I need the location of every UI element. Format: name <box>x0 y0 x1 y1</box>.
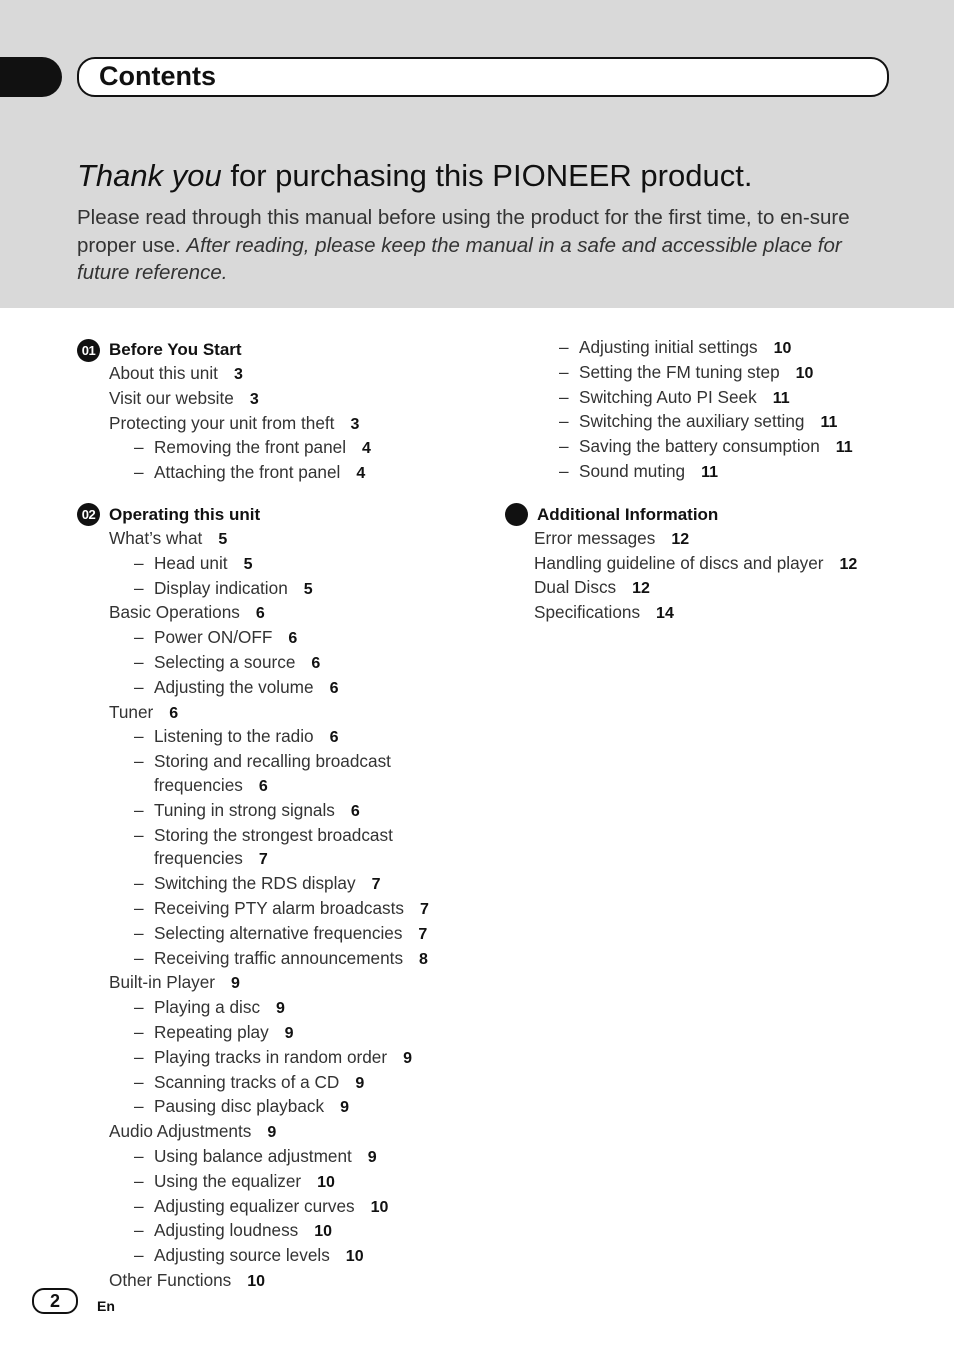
dash-marker: – <box>559 460 569 481</box>
toc-subentry-text: Using balance adjustment <box>154 1145 352 1166</box>
toc-subentry[interactable] <box>77 552 477 577</box>
toc-subentry-text-wrap <box>134 922 427 947</box>
page-number-badge <box>32 1288 78 1314</box>
toc-page-number: 3 <box>249 390 259 408</box>
toc-entry-text: About this unit <box>109 363 218 383</box>
toc-subentry[interactable] <box>505 460 925 485</box>
toc-subentry-text: Playing tracks in random order <box>154 1046 388 1067</box>
dash-marker: – <box>134 462 144 483</box>
toc-subentry-text-wrap <box>134 1244 364 1269</box>
toc-subentry-text-wrap <box>134 1195 388 1220</box>
toc-subentry-text-wrap <box>134 1219 332 1244</box>
toc-subentry-text-wrap <box>559 460 718 485</box>
dash-marker: – <box>134 751 144 772</box>
dash-marker: – <box>559 361 569 382</box>
toc-subentry-text-wrap <box>134 1145 377 1170</box>
page-number: 2 <box>49 1291 60 1311</box>
toc-subentry[interactable] <box>77 799 477 824</box>
toc-entry[interactable] <box>77 971 477 996</box>
intro-paragraph <box>77 204 887 287</box>
toc-subentry-text-wrap <box>134 1095 349 1120</box>
toc-entry-text: Basic Operations <box>109 602 240 623</box>
toc-page-number: 12 <box>671 530 690 548</box>
toc-entry[interactable] <box>505 601 925 626</box>
toc-subentry-text: Storing and recalling broadcast <box>154 751 391 772</box>
dash-marker: – <box>134 437 144 458</box>
toc-subentry-text: Head unit <box>154 552 228 573</box>
toc-subentry[interactable] <box>505 361 925 386</box>
toc-subentry-text: Receiving PTY alarm broadcasts <box>154 897 404 918</box>
toc-page-number: 9 <box>367 1148 377 1166</box>
toc-subentry-text-wrap <box>134 1071 364 1096</box>
dash-marker: – <box>134 1096 144 1117</box>
dash-marker: – <box>134 897 144 918</box>
dash-marker: – <box>134 1021 144 1042</box>
toc-subentry-text-wrap <box>134 947 428 972</box>
toc-subentry[interactable] <box>505 336 925 361</box>
toc-subentry-text: Listening to the radio <box>154 726 314 747</box>
toc-page-number: 11 <box>772 389 790 407</box>
toc-subentry[interactable] <box>77 461 477 486</box>
dash-marker: – <box>134 873 144 894</box>
toc-subentry[interactable] <box>77 1244 477 1269</box>
section-number-badge <box>505 503 528 526</box>
toc-page-number: 3 <box>350 415 360 433</box>
dash-marker: – <box>134 1145 144 1166</box>
toc-subentry[interactable] <box>77 1195 477 1220</box>
toc-page-number: 10 <box>773 340 792 357</box>
toc-page-number: 6 <box>329 729 339 747</box>
toc-page-number: 6 <box>255 605 265 623</box>
toc-section <box>505 503 925 626</box>
toc-subentry[interactable] <box>505 435 925 460</box>
toc-page-number: 7 <box>258 851 268 869</box>
toc-section <box>77 503 477 1294</box>
toc-page-number: 7 <box>371 876 381 894</box>
toc-subentry[interactable] <box>77 1170 477 1195</box>
toc-subentry-text: Repeating play <box>154 1021 269 1042</box>
toc-entry[interactable] <box>77 527 477 552</box>
toc-subentry-text-wrap <box>559 361 813 386</box>
toc-subentry[interactable] <box>77 750 477 799</box>
toc-subentry-text: Adjusting loudness <box>154 1220 299 1241</box>
toc-right-column <box>505 336 925 643</box>
toc-page-number: 6 <box>311 654 321 672</box>
toc-subentry-text-wrap <box>559 336 791 361</box>
toc-subentry[interactable] <box>77 651 477 676</box>
dash-marker: – <box>134 799 144 820</box>
toc-page-number: 10 <box>247 1272 266 1290</box>
toc-subentry[interactable] <box>77 626 477 651</box>
toc-entry[interactable] <box>77 1269 477 1294</box>
toc-page-number: 9 <box>284 1024 294 1042</box>
toc-entry[interactable] <box>77 701 477 726</box>
toc-entry[interactable] <box>77 387 477 412</box>
toc-entry[interactable] <box>77 601 477 626</box>
toc-page-number: 5 <box>218 530 228 548</box>
toc-page-number: 9 <box>231 975 240 993</box>
dash-marker: – <box>134 577 144 598</box>
dash-marker: – <box>134 1220 144 1241</box>
dash-marker: – <box>134 997 144 1018</box>
toc-subentry-text-cont: frequencies <box>154 848 243 869</box>
toc-subentry-text: Attaching the front panel <box>154 462 341 483</box>
toc-page-number: 6 <box>350 802 360 820</box>
toc-entry[interactable] <box>505 527 925 552</box>
toc-page-number: 11 <box>820 414 838 432</box>
toc-subentry-text-wrap <box>134 676 338 701</box>
toc-page-number: 6 <box>329 679 339 697</box>
toc-subentry-text: Power ON/OFF <box>154 627 273 648</box>
toc-entry-text: Protecting your unit from theft <box>109 412 335 433</box>
toc-entry[interactable] <box>505 576 925 601</box>
toc-subentry-text: Pausing disc playback <box>154 1096 325 1117</box>
thanks-rest: for purchasing this PIONEER product. <box>221 158 753 193</box>
toc-subentry[interactable] <box>77 725 477 750</box>
toc-page-number: 6 <box>169 704 179 722</box>
toc-subentry-text: Switching the auxiliary setting <box>579 411 805 432</box>
section-heading <box>77 503 477 527</box>
toc-page-number: 5 <box>243 555 253 573</box>
toc-subentry-text: Sound muting <box>579 460 686 481</box>
toc-subentry[interactable] <box>77 947 477 972</box>
section-title[interactable]: Additional Information <box>537 504 719 524</box>
toc-subentry-text: Scanning tracks of a CD <box>154 1071 340 1092</box>
dash-marker: – <box>559 411 569 432</box>
toc-page-number: 6 <box>258 777 268 795</box>
toc-subentry-text-wrap <box>134 799 360 824</box>
dash-marker: – <box>134 1245 144 1266</box>
toc-page-number: 6 <box>288 630 298 648</box>
toc-subentry-text: Adjusting initial settings <box>579 337 758 357</box>
toc-subentry-text-wrap <box>559 386 790 411</box>
intro-italic: After reading, please keep the manual in a safe and accessible place for future reference. <box>77 233 842 284</box>
section-number-badge: 01 <box>77 339 100 362</box>
toc-page-number: 9 <box>267 1124 277 1142</box>
toc-subentry-text: Receiving traffic announcements <box>154 947 404 968</box>
toc-page-number: 11 <box>701 463 718 481</box>
toc-subentry[interactable] <box>505 386 925 411</box>
toc-entry-text: Built-in Player <box>109 972 216 993</box>
toc-page-number: 12 <box>632 580 650 598</box>
dash-marker: – <box>559 436 569 457</box>
intro-plain: Please read through this manual before using the product for the first time, to en-sure proper use. <box>77 206 850 257</box>
toc-subentry[interactable] <box>77 676 477 701</box>
toc-entry-text: Other Functions <box>109 1269 232 1290</box>
dash-marker: – <box>134 627 144 648</box>
toc-subentry-text-wrap <box>134 651 320 676</box>
toc-subentry[interactable] <box>77 1046 477 1071</box>
toc-entry-text: Dual Discs <box>534 577 617 598</box>
toc-subentry-text-wrap <box>134 897 429 922</box>
section-title[interactable]: Before You Start <box>109 340 242 359</box>
toc-page-number: 10 <box>345 1248 364 1266</box>
toc-subentry-text: Display indication <box>154 577 288 598</box>
toc-subentry-text-wrap <box>559 435 853 460</box>
contents-title: Contents <box>99 61 216 91</box>
dash-marker: – <box>134 947 144 968</box>
toc-page-number: 5 <box>303 580 313 598</box>
toc-subentry[interactable] <box>77 897 477 922</box>
toc-subentry-text: Storing the strongest broadcast <box>154 824 393 845</box>
toc-page-number: 10 <box>795 364 814 382</box>
toc-subentry-text-wrap <box>134 750 477 799</box>
toc-subentry-text: Tuning in strong signals <box>154 799 335 820</box>
toc-subentry-text: Switching Auto PI Seek <box>579 386 757 407</box>
section-heading <box>77 338 477 362</box>
toc-page-number: 7 <box>418 925 428 943</box>
dash-marker: – <box>134 1170 144 1191</box>
toc-page-number: 9 <box>403 1049 412 1067</box>
toc-subentry-text-wrap <box>134 1170 335 1195</box>
toc-subentry-text-wrap <box>134 996 285 1021</box>
toc-subentry-text: Adjusting equalizer curves <box>154 1195 355 1216</box>
dash-marker: – <box>134 651 144 672</box>
toc-entry-text: Error messages <box>534 527 656 548</box>
toc-section <box>77 338 477 486</box>
toc-page-number: 8 <box>419 950 428 968</box>
toc-entry-text: Specifications <box>534 602 641 623</box>
toc-subentry-text: Removing the front panel <box>154 437 347 458</box>
toc-page-number: 4 <box>356 465 366 483</box>
toc-subentry[interactable] <box>77 1145 477 1170</box>
toc-subentry-text-wrap <box>134 577 313 602</box>
toc-subentry[interactable] <box>77 1219 477 1244</box>
toc-page-number: 9 <box>340 1099 349 1117</box>
toc-page-number: 9 <box>355 1074 365 1092</box>
toc-subentry-text-wrap <box>134 552 252 577</box>
toc-entry[interactable] <box>77 1120 477 1145</box>
toc-page-number: 7 <box>419 900 429 918</box>
toc-subentry-text: Playing a disc <box>154 997 261 1018</box>
contents-tab <box>77 57 889 97</box>
toc-subentry-text-wrap <box>134 1046 412 1071</box>
toc-subentry-text-wrap <box>134 725 338 750</box>
dash-marker: – <box>134 1195 144 1216</box>
toc-entry-text: Handling guideline of discs and player <box>534 552 824 573</box>
section-number-badge: 02 <box>77 503 100 526</box>
toc-page-number: 10 <box>314 1223 333 1241</box>
toc-page-number: 12 <box>839 555 858 573</box>
toc-subentry-text: Setting the FM tuning step <box>579 361 780 382</box>
toc-subentry-text-wrap <box>134 461 365 486</box>
toc-page-number: 14 <box>656 605 674 623</box>
toc-entry-text: What’s what <box>109 527 203 548</box>
dash-marker: – <box>134 1071 144 1092</box>
dash-marker: – <box>134 824 144 845</box>
toc-subentry[interactable] <box>77 922 477 947</box>
toc-subentry-text: Using the equalizer <box>154 1170 302 1191</box>
toc-page-number: 9 <box>276 1000 285 1018</box>
toc-page-number: 11 <box>835 439 853 457</box>
toc-subentry[interactable] <box>77 1021 477 1046</box>
thanks-heading <box>77 158 752 194</box>
section-tab-marker <box>0 57 62 97</box>
toc-subentry-text: Selecting alternative frequencies <box>154 922 403 943</box>
toc-page-number: 10 <box>317 1173 335 1191</box>
toc-entry-text: Visit our website <box>109 387 234 408</box>
toc-page-number: 3 <box>233 366 243 383</box>
toc-subentry-text-wrap <box>134 626 297 651</box>
toc-entry-text: Audio Adjustments <box>109 1121 252 1142</box>
dash-marker: – <box>134 726 144 747</box>
toc-left-column <box>77 338 477 1311</box>
toc-entry[interactable] <box>77 412 477 437</box>
dash-marker: – <box>134 922 144 943</box>
toc-entry[interactable] <box>77 362 477 387</box>
toc-subentry-text: Saving the battery consumption <box>579 436 820 457</box>
toc-subentry[interactable] <box>77 436 477 461</box>
toc-subentry-text-wrap <box>134 824 477 873</box>
toc-subentry[interactable] <box>77 824 477 873</box>
toc-subentry[interactable] <box>77 996 477 1021</box>
toc-continued <box>505 336 925 485</box>
toc-subentry[interactable] <box>77 577 477 602</box>
language-code: En <box>97 1298 115 1314</box>
toc-subentry-text-wrap <box>559 410 837 435</box>
dash-marker: – <box>134 676 144 697</box>
section-title[interactable]: Operating this unit <box>109 504 261 524</box>
toc-subentry-text: Adjusting source levels <box>154 1245 330 1266</box>
toc-subentry-text-wrap <box>134 1021 294 1046</box>
dash-marker: – <box>134 552 144 573</box>
toc-subentry-text: Adjusting the volume <box>154 676 314 697</box>
toc-subentry[interactable] <box>505 410 925 435</box>
dash-marker: – <box>134 1046 144 1067</box>
toc-subentry[interactable] <box>77 872 477 897</box>
toc-subentry-text: Switching the RDS display <box>154 873 356 894</box>
toc-entry-text: Tuner <box>109 701 154 722</box>
toc-subentry[interactable] <box>77 1071 477 1096</box>
dash-marker: – <box>559 337 569 357</box>
thanks-italic: Thank you <box>77 158 222 193</box>
toc-subentry[interactable] <box>77 1095 477 1120</box>
toc-entry[interactable] <box>505 552 925 577</box>
dash-marker: – <box>559 386 569 407</box>
toc-page-number: 4 <box>362 440 371 458</box>
toc-subentry-text-wrap <box>134 436 371 461</box>
toc-subentry-text-cont: frequencies <box>154 774 243 795</box>
toc-page-number: 10 <box>370 1198 389 1216</box>
section-heading <box>505 503 925 527</box>
toc-subentry-text-wrap <box>134 872 380 897</box>
toc-subentry-text: Selecting a source <box>154 651 296 672</box>
